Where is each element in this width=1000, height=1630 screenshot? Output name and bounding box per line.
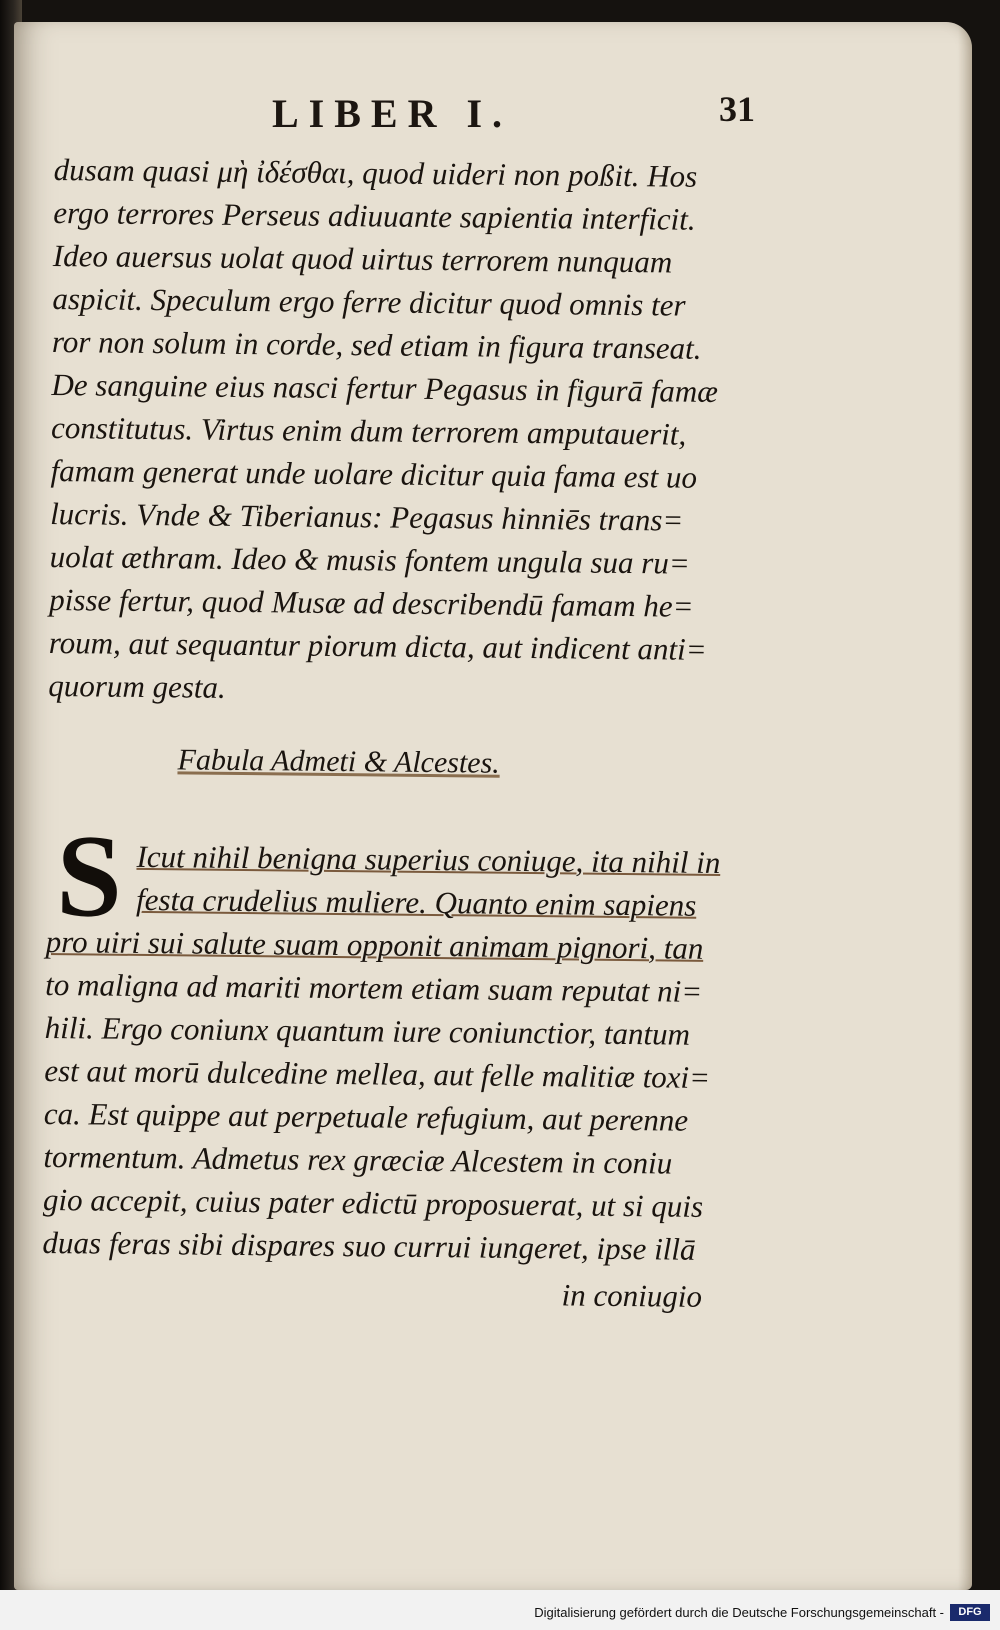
text-line: roum, aut sequantur piorum dicta, aut indicent anti=	[48, 624, 707, 667]
paragraph-2	[42, 810, 746, 1271]
text-line: constitutus. Virtus enim dum terrorem amputauerit,	[50, 409, 687, 452]
text-line: gio accepit, cuius pater edictū proposuerat, ut si quis	[42, 1181, 704, 1224]
text-line: aspicit. Speculum ergo ferre dicitur quod omnis ter	[52, 280, 686, 323]
text-line: famam generat unde uolare dicitur quia fama est uo	[50, 452, 698, 495]
text-line: festa crudelius muliere. Quanto enim sapiens	[135, 881, 697, 923]
catchword: in coniugio	[561, 1277, 703, 1314]
funding-credit: Digitalisierung gefördert durch die Deutsche Forschungsgemeinschaft -	[534, 1605, 944, 1620]
text-block	[42, 148, 754, 1318]
page-number: 31	[719, 89, 755, 129]
text-line: pro uiri sui salute suam opponit animam pignori, tan	[45, 923, 704, 966]
text-line: pisse fertur, quod Musæ ad describendū famam he=	[49, 581, 694, 624]
text-line: ror non solum in corde, sed etiam in figura transeat.	[51, 323, 702, 366]
text-line: quorum gesta.	[48, 667, 226, 705]
text-line: est aut morū dulcedine mellea, aut felle malitiæ toxi=	[44, 1052, 711, 1095]
running-head: LIBER I.	[272, 91, 513, 136]
text-line: hili. Ergo coniunx quantum iure coniunctior, tantum	[44, 1009, 691, 1052]
page-header	[14, 88, 972, 148]
book-page	[14, 22, 972, 1590]
text-line: duas feras sibi dispares suo currui iungeret, ipse illā	[42, 1224, 696, 1267]
page-edge	[958, 22, 972, 1590]
text-line: ca. Est quippe aut perpetuale refugium, aut perenne	[43, 1095, 689, 1138]
text-line: ergo terrores Perseus adiuuante sapientia interficit.	[53, 194, 696, 237]
text-line: tormentum. Admetus rex græciæ Alcestem in coniu	[43, 1138, 673, 1181]
dfg-logo: DFG	[950, 1604, 990, 1621]
drop-cap: S	[55, 810, 123, 942]
text-line: to maligna ad mariti mortem etiam suam reputat ni=	[45, 966, 703, 1009]
paragraph-1	[48, 148, 754, 714]
text-line: lucris. Vnde & Tiberianus: Pegasus hinniēs trans=	[49, 495, 684, 538]
text-line: uolat æthram. Ideo & musis fontem ungula sua ru=	[49, 538, 690, 581]
section-heading: Fabula Admeti & Alcestes.	[177, 743, 500, 780]
text-line: Ideo auersus uolat quod uirtus terrorem nunquam	[52, 237, 673, 280]
footer-bar	[0, 1590, 1000, 1630]
text-line: dusam quasi μὴ ἰδέσθαι, quod uideri non poßit. Hos	[53, 151, 698, 194]
text-line: Icut nihil benigna superius coniuge, ita nihil in	[136, 838, 721, 881]
text-line: De sanguine eius nasci fertur Pegasus in figurā famæ	[51, 366, 719, 409]
